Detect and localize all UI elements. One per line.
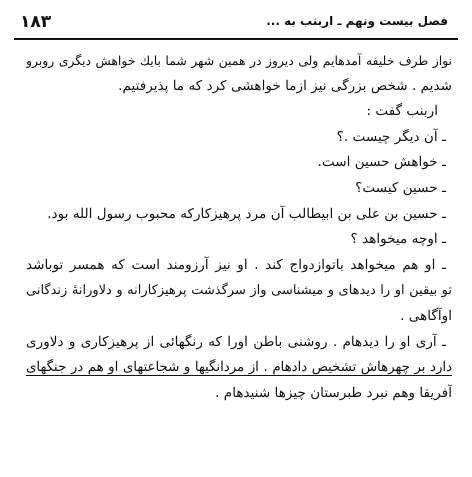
dialogue-line: ـ آری او را دیدهام . روشنی باطن اورا که رنگهائی از پرهیزکاری و دلاوری (26, 333, 446, 350)
text-line: آفریقا وهم نبرد طبرستان چیزها شنیدهام . (215, 384, 452, 401)
page-header (14, 12, 458, 34)
text-line: شدیم . شخص بزرگی نیز ازما خواهشی کرد که ما پذیرفتیم. (118, 77, 452, 94)
dialogue-line: ـ او هم میخواهد باتوازدواج کند . او نیز آرزومند است که همسر توباشد (26, 256, 446, 273)
speaker-line: اربنب گفت : (366, 103, 438, 120)
dialogue-line: ـ حسین بن علی بن ابیطالب آن مرد پرهیزکارکه محبوب رسول الله بود. (47, 205, 446, 222)
dialogue-line: ـ حسین کیست؟ (355, 179, 446, 196)
header-rule (14, 38, 458, 40)
running-head: فصل بیست ونهم ـ اربنب به ... (266, 14, 448, 28)
dialogue-line: ـ اوچه میخواهد ؟ (350, 231, 446, 248)
dialogue-line: ـ آن دیگر چیست .؟ (336, 128, 446, 145)
text-line: تو بیقین او را دیدهای و میشناسی واز سرگذشت پرهیزکارانه و دلاورانهٔ زندگانی (26, 283, 452, 299)
page-body (26, 48, 452, 406)
dialogue-line: ـ خواهش حسین است. (317, 154, 446, 171)
text-line: اوآگاهی . (400, 307, 452, 324)
text-line: نواز طرف خلیفه آمدهایم ولی دیروز در همین شهر شما بایك خواهش دیگری روبرو (26, 53, 452, 68)
underlined-text-line: دارد بر چهرهاش تشخیص دادهام . از مردانگیها و شجاعتهای او هم در جنگهای (26, 360, 452, 376)
page-number: ۱۸۳ (20, 12, 52, 32)
